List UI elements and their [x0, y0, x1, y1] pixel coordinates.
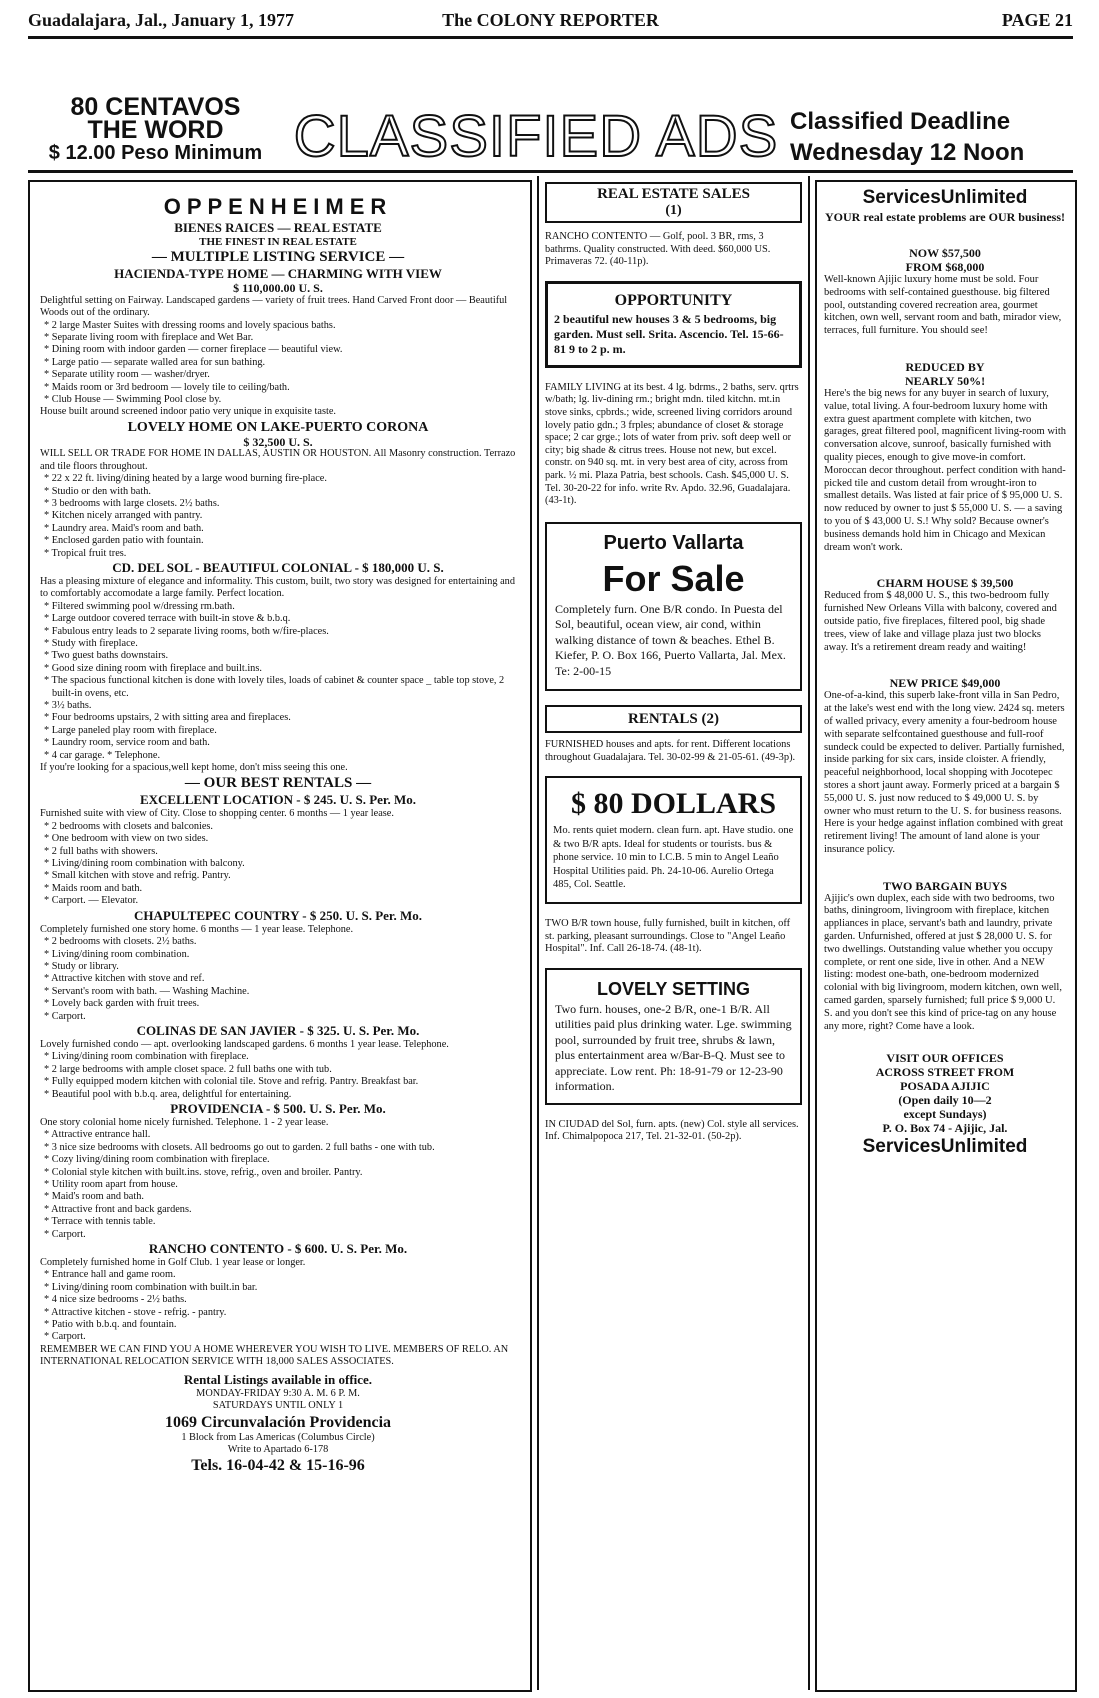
office-address: 1069 Circunvalación Providencia [164, 1413, 392, 1431]
office-note: Rental Listings available in office. [183, 1371, 373, 1387]
list-item: * Maids room or 3rd bedroom — lovely tile to ceiling/bath. [44, 381, 290, 393]
list-item: * Living/dining room combination with fireplace. [44, 1051, 249, 1063]
listing-text: Lovely furnished condo — apt. overlooking landscaped gardens. 6 months 1 year lease. Telephone. [40, 1038, 449, 1050]
listing-text: Ajijic's own duplex, each side with two bedrooms, two baths, diningroom, livingroom with fireplace, kitchen appliances in place, servant's bath and laundry, private garden. Unfurnished, offered at just $ 28,000 U. S. for two dwellings. Outstanding value whether you occupy complete, or rent one side, live in other. And a NEW listing: modest one-bath, one-bedroom modernized colonial with big livingroom, modern kitchen, own well, camed garden, sparsely furnished; full price $ 9,000 U. S. and you don't see this kind of price-tag on any house any more, right? Come have a look. [824, 892, 1062, 1032]
listing-heading: REDUCED BY [905, 359, 985, 374]
listing-text: Reduced from $ 48,000 U. S., this two-bedroom fully furnished New Orleans Villa with balcony, covered and outside patio, five fireplaces, filtered pool, big shade trees, view of lake and village plaza just two blocks away. It's a retirement dream ready and waiting! [824, 590, 1057, 653]
list-item: * 2 full baths with showers. [44, 845, 158, 857]
list-item: * Study or library. [44, 960, 119, 972]
ad-heading: Puerto Vallarta [603, 531, 744, 554]
ad-text: Mo. rents quiet modern. clean furn. apt. Have studio. one & two B/R apts. Ideal for students or tourists. bus & phone service. 10 min to I.C.B. 5 min to Angel Leaño Hospital Utilities paid. Ph. 24-10-06. Aurelio Ortega 485, Col. Seattle. [553, 825, 794, 891]
office-heading: ACROSS STREET FROM [875, 1065, 1015, 1080]
list-item: * 2 bedrooms with closets and balconies. [44, 820, 214, 832]
ad-heading: LOVELY SETTING [596, 978, 751, 999]
classified-listing: RANCHO CONTENTO — Golf, pool. 3 BR, rms, 3 bathrms. Quality constructed. With deed. $60,000 US. Primaveras 72. (40-11p). [545, 231, 771, 268]
rate-line-2: THE WORD [87, 116, 224, 144]
rentals-heading: — OUR BEST RENTALS — [184, 775, 372, 792]
feature-list [40, 320, 516, 407]
list-item: * Four bedrooms upstairs, 2 with sitting area and fireplaces. [44, 712, 291, 724]
list-item: * Two guest baths downstairs. [44, 650, 169, 662]
list-item: * 3 nice size bedrooms with closets. All bedrooms go out to garden. 2 full baths - one with tub. [44, 1141, 435, 1153]
list-item: * 3½ baths. [44, 700, 92, 711]
agency-tagline: YOUR real estate problems are OUR business! [825, 210, 1065, 224]
listing-text: Completely furnished one story home. 6 months — 1 year lease. Telephone. [40, 923, 354, 935]
list-item: * Terrace with tennis table. [44, 1216, 156, 1228]
list-item: * Carport. [44, 1228, 86, 1240]
listing-text: Well-known Ajijic luxury home must be sold. Four bedrooms with self-contained guesthouse. big filtered pool, outstanding covered recreation area, gourmet kitchen, own well, servant room and bath, mirador view, terraces, full furniture. You should see! [824, 274, 1062, 337]
list-item: * Good size dining room with fireplace and built.ins. [44, 662, 262, 674]
column-rule [537, 176, 539, 1690]
rate-line-1: 80 CENTAVOS [70, 93, 241, 121]
list-item: * 3 bedrooms with large closets. 2½ baths. [44, 497, 220, 509]
office-heading: VISIT OUR OFFICES [886, 1051, 1004, 1066]
list-item: * Dining room with indoor garden — corner fireplace — beautiful view. [44, 344, 343, 356]
office-hours: (Open daily 10—2 [898, 1093, 992, 1108]
list-item: * Laundry area. Maid's room and bath. [44, 522, 204, 534]
rate-line-3: $ 12.00 Peso Minimum [48, 142, 263, 164]
listing-heading: NEW PRICE $49,000 [889, 676, 1001, 691]
list-item: * Attractive kitchen with stove and ref. [44, 973, 205, 985]
list-item: * Carport. [44, 1331, 86, 1343]
list-item: * Study with fireplace. [44, 637, 138, 649]
list-item: * Fabulous entry leads to 2 separate living rooms, both w/fire-places. [44, 625, 329, 637]
section-title: REAL ESTATE SALES [597, 186, 750, 202]
rental-heading: CHAPULTEPEC COUNTRY - $ 250. U. S. Per. Mo. [133, 907, 423, 923]
listing-text: House built around screened indoor patio very unique in exquisite taste. [40, 406, 336, 418]
listing-text: One-of-a-kind, this superb lake-front villa in San Pedro, at the lake's west end with the long view. 2424 sq. meters of walled privacy, every amenity a four-bedroom house with separate selfcontained guesthouse and full-roof sundeck could be expected to deliver. Partially furnished, inside parking for six cars, inside cloister. A friendly, peaceful neighborhood, local shopping with Jocotepec stores a short jaunt away. Formerly priced at a bargain $ 55,000 U. S. just now reduced to $ 49,000 U. S. by owner who must return to the U. S. for business reasons. Here is your hedge against inflation combined with great retirement living! The amount of land alone is your insurance policy. [824, 690, 1065, 855]
rental-heading: EXCELLENT LOCATION - $ 245. U. S. Per. Mo. [139, 792, 417, 808]
feature-list [40, 936, 516, 1023]
listing-text: Has a pleasing mixture of elegance and informality. This custom, built, two story was designed for entertaining and to comfortably accomodate a large family. Perfect location. [40, 575, 515, 600]
list-item: * Attractive kitchen - stove - refrig. - pantry. [44, 1306, 227, 1318]
listing-heading: TWO BARGAIN BUYS [882, 878, 1008, 893]
list-item: * 2 bedrooms with closets. 2½ baths. [44, 936, 197, 948]
office-heading: POSADA AJIJIC [900, 1079, 990, 1094]
lovely-setting-ad [545, 968, 802, 1105]
list-item: * Club House — Swimming Pool close by. [44, 394, 222, 406]
list-item: * Tropical fruit tres. [44, 547, 127, 559]
list-item: * Separate living room with fireplace and Wet Bar. [44, 332, 254, 344]
real-estate-sales-heading [545, 182, 802, 223]
list-item: * Fully equipped modern kitchen with colonial tile. Stove and refrig. Pantry. Breakfast bar. [44, 1076, 419, 1088]
rental-heading: RANCHO CONTENTO - $ 600. U. S. Per. Mo. [148, 1241, 408, 1257]
list-item: * Kitchen nicely arranged with pantry. [44, 510, 203, 522]
list-item: * Maid's room and bath. [44, 1191, 144, 1203]
list-item: * Attractive front and back gardens. [44, 1203, 192, 1215]
listing-heading: NOW $57,500 [909, 246, 981, 260]
list-item: * Large paneled play room with fireplace. [44, 724, 217, 736]
mailing-address: Write to Apartado 6-178 [227, 1443, 329, 1455]
agency-name: OPPENHEIMER [163, 194, 393, 219]
list-item: * Living/dining room combination with balcony. [44, 858, 245, 870]
section-title: RENTALS (2) [628, 711, 719, 728]
rentals-heading [545, 705, 802, 733]
list-item: * Beautiful pool with b.b.q. area, delightful for entertaining. [44, 1088, 292, 1100]
list-item: * 2 large bedrooms with ample closet space. 2 full baths one with tub. [44, 1063, 332, 1075]
office-hours: SATURDAYS UNTIL ONLY 1 [212, 1400, 344, 1412]
banner-rule [28, 170, 1073, 173]
ad-text: Two furn. houses, one-2 B/R, one-1 B/R. All utilities paid plus drinking water. Lge. swimming pool, surrounded by fruit tree, shrubs & lawn, plus entertainment area w/Bar-B-Q. Must see to appreciate. Low rent. Ph: 18-91-79 or 12-23-90 information. [555, 1001, 792, 1094]
agency-subtitle: BIENES RAICES — REAL ESTATE [174, 220, 382, 235]
agency-name: ServicesUnlimited [862, 1136, 1028, 1158]
office-phones: Tels. 16-04-42 & 15-16-96 [191, 1457, 365, 1475]
feature-list [40, 1129, 516, 1241]
list-item: * Maids room and bath. [44, 882, 143, 894]
page-header [28, 6, 1073, 39]
list-item: * Studio or den with bath. [44, 485, 151, 497]
list-item: * Servant's room with bath. — Washing Machine. [44, 985, 250, 997]
listing-heading: HACIENDA-TYPE HOME — CHARMING WITH VIEW [114, 266, 442, 282]
list-item: * Carport. [44, 1010, 86, 1022]
mls-heading: — MULTIPLE LISTING SERVICE — [151, 249, 405, 266]
list-item: * Patio with b.b.q. and fountain. [44, 1319, 177, 1331]
rental-heading: COLINAS DE SAN JAVIER - $ 325. U. S. Per. Mo. [136, 1022, 420, 1038]
page-number: PAGE 21 [1001, 10, 1073, 30]
ad-heading: OPPORTUNITY [614, 291, 733, 309]
listing-text: Completely furnished home in Golf Club. 1 year lease or longer. [40, 1257, 306, 1269]
list-item: * Colonial style kitchen with built.ins. stove, refrig., oven and broiler. Pantry. [44, 1166, 363, 1178]
ad-text: 2 beautiful new houses 3 & 5 bedrooms, big garden. Must sell. Srita. Ascencio. Tel. 15-66-81 9 to 2 p. m. [554, 311, 784, 356]
listing-price: $ 32,500 U. S. [243, 434, 313, 449]
section-number: (1) [665, 203, 682, 218]
office-directions: 1 Block from Las Americas (Columbus Circle) [181, 1431, 375, 1443]
list-item: * Separate utility room — washer/dryer. [44, 369, 210, 381]
classified-listing: FURNISHED houses and apts. for rent. Different locations throughout Guadalajara. Tel. 30-02-99 & 21-05-61. (49-3p). [545, 739, 796, 763]
ad-big-heading: For Sale [602, 557, 745, 599]
listing-text: Delightful setting on Fairway. Landscaped gardens — variety of fruit trees. Hand Carved Front door — Beautiful Woods out of the ordinary. [40, 294, 508, 319]
list-item: * 4 car garage. * Telephone. [44, 749, 161, 761]
list-item: * Carport. — Elevator. [44, 895, 139, 907]
puerto-vallarta-ad [545, 522, 802, 692]
list-item: * Lovely back garden with fruit trees. [44, 998, 200, 1010]
feature-list [40, 601, 516, 762]
relocation-note: REMEMBER WE CAN FIND YOU A HOME WHEREVER YOU WISH TO LIVE. MEMBERS OF RELO. AN INTERNATIONAL RELOCATION SERVICE WITH 18,000 SALES ASSOCIATES. [40, 1343, 509, 1368]
classified-listing: IN CIUDAD del Sol, furn. apts. (new) Col. style all services. Inf. Chimalpopoca 217, Tel. 21-32-01. (50-2p). [545, 1118, 799, 1143]
listing-text: If you're looking for a spacious,well kept home, don't miss seeing this one. [40, 762, 348, 774]
list-item: * 4 nice size bedrooms - 2½ baths. [44, 1294, 187, 1306]
list-item: * Living/dining room combination. [44, 948, 190, 960]
feature-list [40, 1051, 516, 1101]
column-rule [808, 176, 810, 1690]
rental-heading: PROVIDENCIA - $ 500. U. S. Per. Mo. [170, 1100, 386, 1116]
listing-heading: LOVELY HOME ON LAKE-PUERTO CORONA [127, 419, 429, 435]
list-item: * Filtered swimming pool w/dressing rm.bath. [44, 600, 235, 612]
rates-box [28, 93, 283, 165]
list-item: * 2 large Master Suites with dressing rooms and lovely spacious baths. [44, 319, 336, 331]
agency-tagline: THE FINEST IN REAL ESTATE [199, 236, 357, 248]
listing-text: One story colonial home nicely furnished. Telephone. 1 - 2 year lease. [40, 1116, 329, 1128]
feature-list [40, 1269, 516, 1343]
office-hours: MONDAY-FRIDAY 9:30 A. M. 6 P. M. [196, 1387, 360, 1399]
services-unlimited-ad [824, 186, 1066, 1159]
middle-column [545, 182, 802, 1144]
list-item: * Living/dining room combination with built.in bar. [44, 1281, 258, 1293]
listing-heading: NEARLY 50%! [904, 373, 986, 388]
list-item: * Enclosed garden patio with fountain. [44, 535, 204, 547]
newspaper-name: The COLONY REPORTER [442, 10, 659, 30]
list-item: * Utility room apart from house. [44, 1179, 178, 1190]
listing-text: Furnished suite with view of City. Close to shopping center. 6 months — 1 year lease. [40, 808, 394, 820]
mailing-address: P. O. Box 74 - Ajijic, Jal. [882, 1121, 1008, 1136]
listing-text: WILL SELL OR TRADE FOR HOME IN DALLAS, AUSTIN OR HOUSTON. All Masonry construction. Terrazo and tile floors throughout. [40, 448, 516, 472]
listing-price: $ 110,000.00 U. S. [233, 281, 323, 296]
list-item: * Entrance hall and game room. [44, 1269, 176, 1281]
oppenheimer-ad [40, 194, 516, 1475]
office-hours: except Sundays) [903, 1107, 987, 1122]
classified-listing: FAMILY LIVING at its best. 4 lg. bdrms., 2 baths, serv. qrtrs w/bath; lg. liv-dining rm.; bright mdn. tiled kitchn. mt.in stove sinks, cpbrds.; wide, screened living corridors around lovely patio gdn.; 3 frples; abundance of closet & storage space; 2 car grge.; lots of water from priv. soft deep well or city; big shade & citrus trees. House not new, but excel. constr. on 940 sq. mt. in very best area of city, across from park. ½ mi. Plaza Patria, best schools. Cash. $45,000 U. S. Tel. 30-20-22 for info. write Rv. Apdo. 32.96, Guadalajara. (43-1t). [545, 381, 799, 507]
feature-list [40, 821, 516, 908]
deadline-line-2: Wednesday 12 Noon [790, 139, 1025, 166]
ad-text: Completely furn. One B/R condo. In Puesta del Sol, beautiful, ocean view, air cond, within walking distance of town & beaches. Ethel B. Kiefer, P. O. Box 166, Puerto Vallarta, Jal. Mex. Te: 2-00-15 [555, 601, 786, 678]
list-item: * Small kitchen with stove and refrig. Pantry. [44, 870, 231, 882]
list-item: * The spacious functional kitchen is done with lovely tiles, loads of cabinet & counter space _ table top stove, 2 built-in ovens, etc. [44, 675, 505, 699]
listing-heading: FROM $68,000 [905, 260, 985, 274]
classified-ads-banner: CLASSIFIED ADS [293, 104, 779, 169]
list-item: * Cozy living/dining room combination with fireplace. [44, 1154, 270, 1166]
list-item: * 22 x 22 ft. living/dining heated by a large wood burning fire-place. [44, 473, 327, 485]
deadline-box [790, 106, 1075, 168]
list-item: * Large patio — separate walled area for sun bathing. [44, 356, 266, 368]
classified-listing: TWO B/R town house, fully furnished, built in kitchen, off st. parking, pleasant surroundings. Close to "Angel Leaño Hospital". Inf. Call 26-18-74. (48-1t). [545, 917, 791, 955]
eighty-dollars-ad [545, 776, 802, 904]
list-item: * Attractive entrance hall. [44, 1129, 151, 1141]
deadline-line-1: Classified Deadline [790, 108, 1011, 135]
feature-list [40, 473, 516, 560]
list-item: * Laundry room, service room and bath. [44, 737, 210, 749]
agency-name: ServicesUnlimited [862, 187, 1028, 208]
list-item: * Large outdoor covered terrace with built-in stove & b.b.q. [44, 613, 291, 625]
opportunity-ad [545, 281, 802, 368]
listing-heading: CHARM HOUSE $ 39,500 [876, 576, 1014, 591]
listing-heading: CD. DEL SOL - BEAUTIFUL COLONIAL - $ 180,000 U. S. [112, 559, 444, 575]
ad-heading: $ 80 DOLLARS [570, 787, 777, 821]
list-item: * One bedroom with view on two sides. [44, 833, 209, 845]
dateline: Guadalajara, Jal., January 1, 1977 [28, 10, 295, 30]
listing-text: Here's the big news for any buyer in search of luxury, value, total living. A four-bedroom luxury home with extra guest apartment complete with kitchen, two garages, great filtered pool, magnificent living-room with conversation alcove, sunroof, basically furnished with quality pieces, enough to give move-in comfort. Moroccan decor throughout. perfect condition with hand-picked tile and custom detail from wrought-iron to smallest details. Was listed at fair price of $ 95,000 U. S. now reduced by owner to just $ 55,000 U. S. — a saving to you of $ 43,000 U. S.! Why sold? Because owner's business demands hold him in Chicago and Mexican dream won't work. [824, 387, 1067, 553]
